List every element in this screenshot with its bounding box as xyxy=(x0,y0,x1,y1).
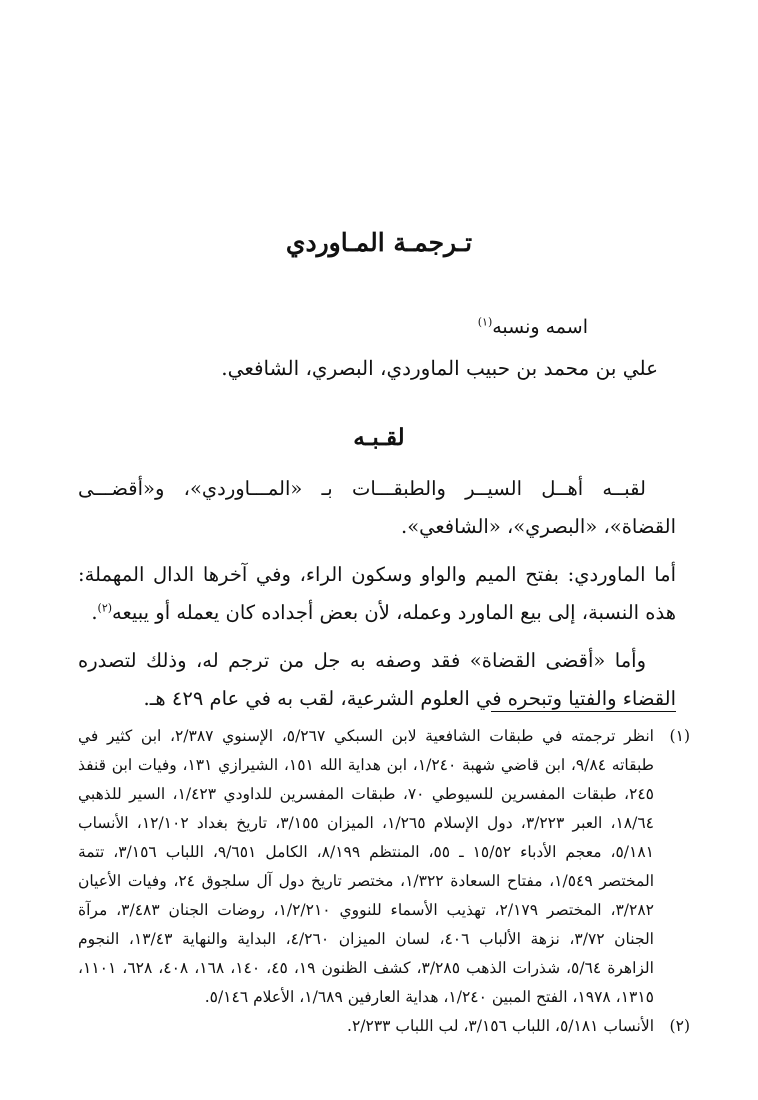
name-section-label xyxy=(478,316,588,338)
footnote-1-number: (١) xyxy=(669,727,690,745)
laqab-paragraph-2-text: أما الماوردي: بفتح الميم والواو وسكون الراء، وفي آخرها الدال المهملة: هذه النسبة، إلى بيع الماورد وعمله، لأن بعض أجداده كان يعمله أو يبيعه xyxy=(78,563,676,624)
full-name: علي بن محمد بن حبيب الماوردي، البصري، الشافعي. xyxy=(221,356,658,380)
footnote-divider xyxy=(491,711,676,712)
footnote-2 xyxy=(78,1012,690,1041)
footnote-2-number: (٢) xyxy=(669,1017,690,1035)
footnote-1-text: انظر ترجمته في طبقات الشافعية لابن السبكي ٥/٢٦٧، الإسنوي ٢/٣٨٧، ابن كثير في طبقاته ٩/٨٤، ابن قاضي شهبة ١/٢٤٠، ابن هداية الله ١٥١، الشيرازي ١٣١، وفيات ابن قنفذ ٢٤٥، طبقات المفسرين للسيوطي ٧٠، طبقات المفسرين للداودي ١/٤٢٣، السير للذهبي ١٨/٦٤، العبر ٣/٢٢٣، دول الإسلام ١/٢٦٥، الميزان ٣/١٥٥، تاريخ بغداد ١٢/١٠٢، الأنساب ٥/١٨١، معجم الأدباء ١٥/٥٢ ـ ٥٥، المنتظم ٨/١٩٩، الكامل ٩/٦٥١، اللباب ٣/١٥٦، تتمة المختصر ١/٥٤٩، مفتاح السعادة ١/٣٢٢، مختصر تاريخ دول آل سلجوق ٢٤، وفيات الأعيان ٣/٢٨٢، المختصر ٢/١٧٩، تهذيب الأسماء للنووي ١/٢/٢١٠، روضات الجنان ٣/٤٨٣، مرآة الجنان ٣/٧٢، نزهة الألباب ٤٠٦، لسان الميزان ٤/٢٦٠، البداية والنهاية ١٣/٤٣، النجوم الزاهرة ٥/٦٤، شذرات الذهب ٣/٢٨٥، كشف الظنون ١٩، ٤٥، ١٤٠، ١٦٨، ٤٠٨، ٦٢٨، ١١٠١، ١٣١٥، ١٩٧٨، الفتح المبين ١/٢٤٠، هداية العارفين ١/٦٨٩، الأعلام ٥/١٤٦. xyxy=(78,727,655,1006)
laqab-body xyxy=(78,470,676,728)
footnote-ref-1[interactable]: (١) xyxy=(477,315,493,329)
footnote-2-text: الأنساب ٥/١٨١، اللباب ٣/١٥٦، لب اللباب ٢/٢٣٣. xyxy=(347,1017,654,1035)
name-label-text: اسمه ونسبه xyxy=(492,316,588,338)
laqab-paragraph-3: وأما «أقضى القضاة» فقد وصفه به جل من ترجم له، وذلك لتصدره القضاء والفتيا وتبحره في العلوم الشرعية، لقب به في عام ٤٢٩ هـ. xyxy=(78,649,676,710)
laqab-paragraph-2-end: . xyxy=(91,601,98,624)
footnote-1 xyxy=(78,722,690,1012)
footnotes xyxy=(78,722,690,1041)
laqab-paragraph-1: لقبــه أهــل السيــر والطبقـــات بـ «المـــاوردي»، و«أقضـــى القضاة»، «البصري»، «الشافعي». xyxy=(78,477,676,538)
laqab-heading: لقـبـه xyxy=(353,424,405,451)
laqab-paragraph-2 xyxy=(78,556,676,632)
page-title: تـرجمـة المـاوردي xyxy=(285,228,473,257)
footnote-ref-2[interactable]: (٢) xyxy=(97,601,113,615)
